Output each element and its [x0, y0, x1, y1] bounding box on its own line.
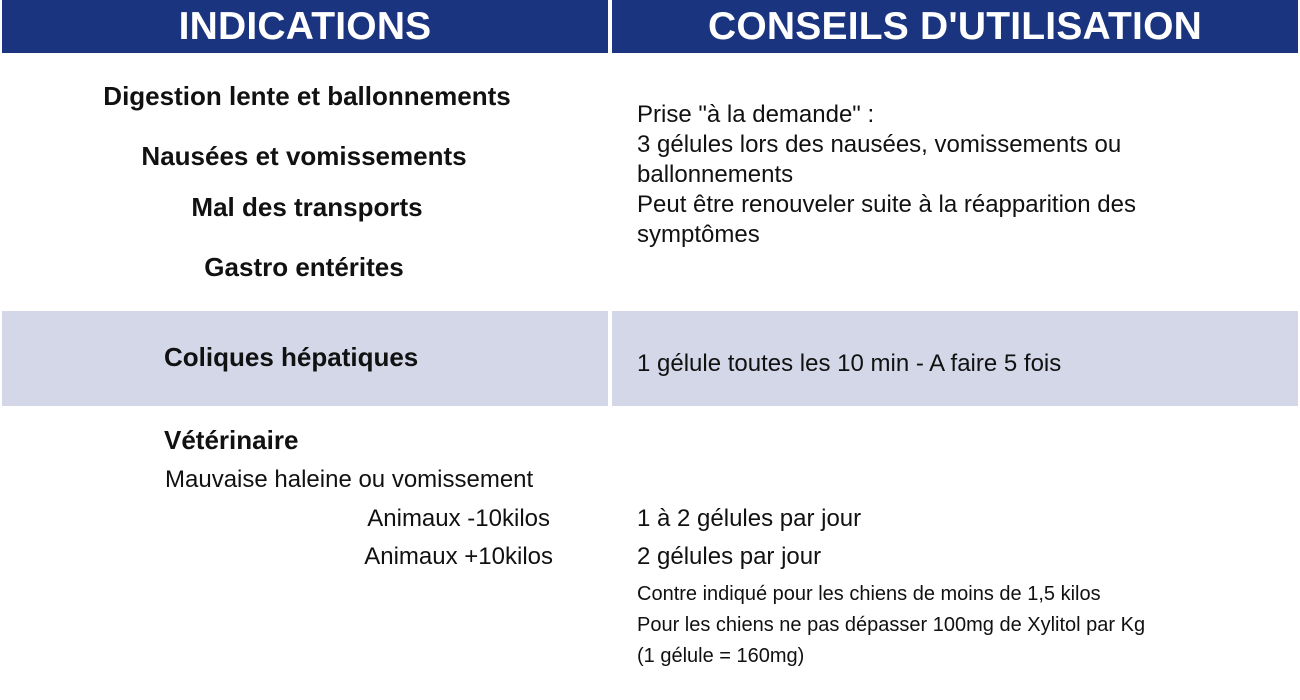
conseil-line: Prise "à la demande" : — [637, 101, 875, 128]
note-line: Contre indiqué pour les chiens de moins de 1,5 kilos — [637, 583, 1101, 605]
veterinaire-title: Vétérinaire — [164, 425, 299, 455]
animaux-plus-10-label: Animaux +10kilos — [364, 543, 553, 570]
conseil-moins-10: 1 à 2 gélules par jour — [637, 505, 862, 532]
note-line: Pour les chiens ne pas dépasser 100mg de Xylitol par Kg — [637, 614, 1146, 636]
animaux-moins-10-label: Animaux -10kilos — [367, 505, 550, 532]
conseil-line: ballonnements — [637, 161, 794, 188]
indication-transports: Mal des transports — [191, 192, 423, 222]
conseil-line: Peut être renouveler suite à la réapparition des — [637, 191, 1136, 218]
veterinaire-subtitle: Mauvaise haleine ou vomissement — [165, 466, 534, 493]
conseil-plus-10: 2 gélules par jour — [637, 543, 822, 570]
note-line: (1 gélule = 160mg) — [637, 645, 805, 667]
conseil-line: 3 gélules lors des nausées, vomissements ou — [637, 131, 1122, 158]
conseil-section1 — [637, 100, 1136, 250]
conseil-coliques: 1 gélule toutes les 10 min - A faire 5 fois — [637, 350, 1062, 377]
header-conseils: CONSEILS D'UTILISATION — [612, 0, 1298, 53]
conseil-line: symptômes — [637, 221, 760, 248]
veterinaire-notes — [637, 579, 1145, 672]
header-indications: INDICATIONS — [2, 0, 608, 53]
indication-gastro: Gastro entérites — [204, 252, 404, 282]
indication-coliques: Coliques hépatiques — [164, 342, 419, 372]
indication-digestion: Digestion lente et ballonnements — [103, 81, 511, 111]
indication-nausees: Nausées et vomissements — [141, 141, 467, 171]
